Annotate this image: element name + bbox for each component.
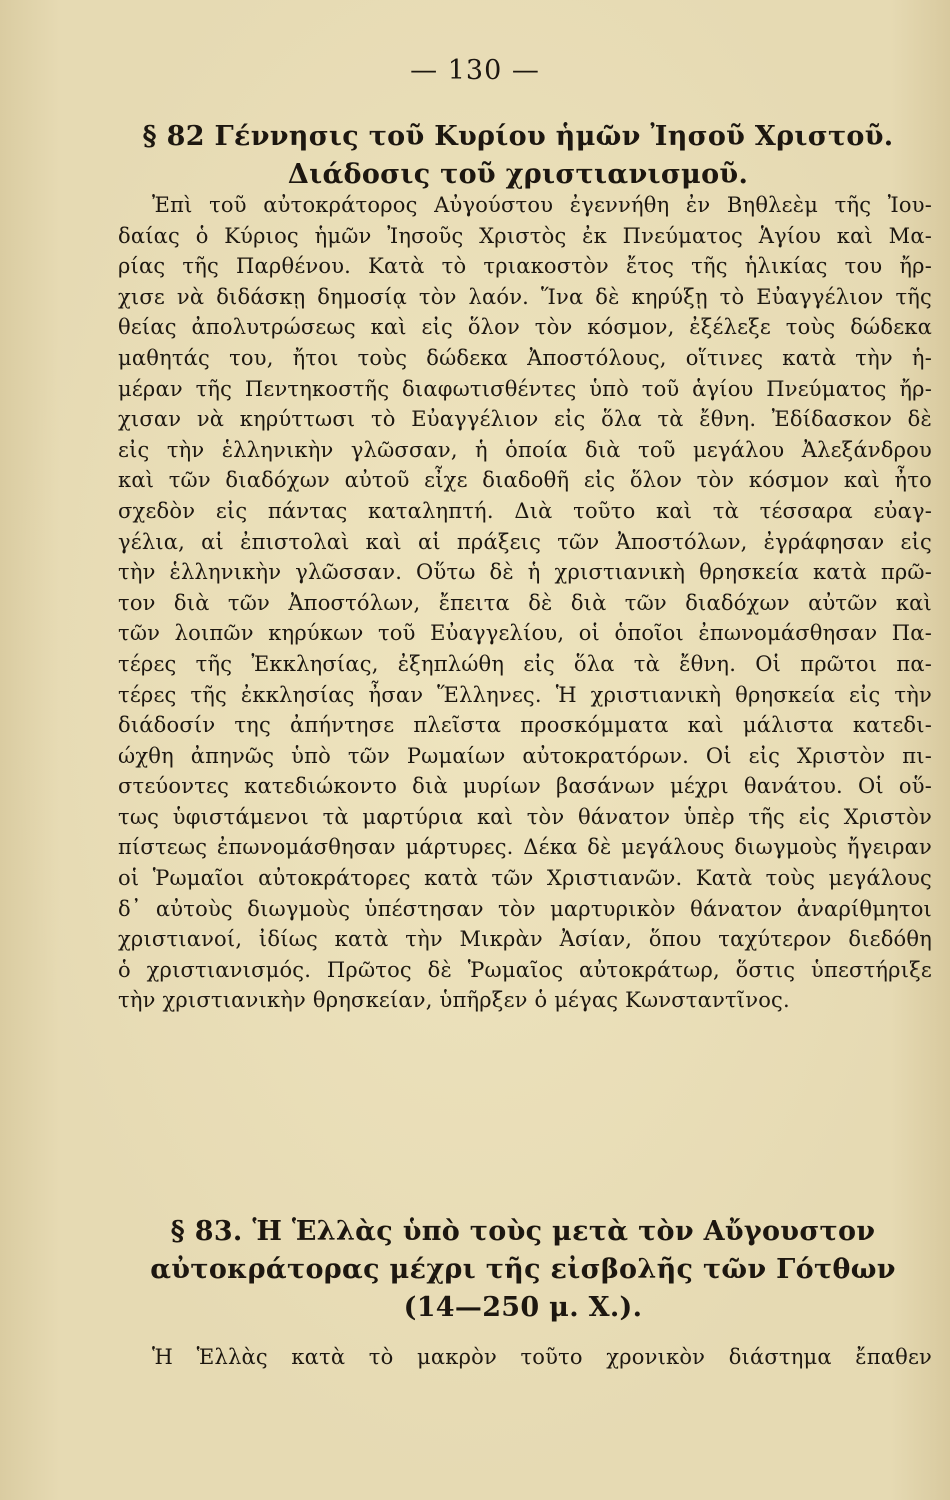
section-83-paragraph (118, 1342, 932, 1373)
section-82-heading (118, 118, 918, 194)
text-line: τὴν ἑλληνικὴν γλῶσσαν. Οὕτω δὲ ἡ χριστιανικὴ θρησκεία κατὰ πρῶ- (118, 560, 932, 585)
text-line: τῶν λοιπῶν κηρύκων τοῦ Εὐαγγελίου, οἱ ὁποῖοι ἐπωνομάσθησαν Πα- (118, 621, 932, 646)
text-line: ὁ χριστιανισμός. Πρῶτος δὲ Ῥωμαῖος αὐτοκράτωρ, ὅστις ὑπεστήριξε (118, 957, 932, 982)
heading-line: Διάδοσις τοῦ χριστιανισμοῦ. (287, 159, 749, 190)
text-line: τέρες τῆς Ἐκκλησίας, ἐξηπλώθη εἰς ὅλα τὰ ἔθνη. Οἱ πρῶτοι πα- (118, 651, 932, 676)
section-83-heading (118, 1213, 928, 1327)
section-82-paragraph (118, 190, 932, 1016)
text-line: τον διὰ τῶν Ἀποστόλων, ἔπειτα δὲ διὰ τῶν διαδόχων αὐτῶν καὶ (118, 590, 932, 615)
text-line: χισε νὰ διδάσκῃ δημοσίᾳ τὸν λαόν. Ἵνα δὲ κηρύξῃ τὸ Εὐαγγέλιον τῆς (118, 284, 932, 309)
text-line: δαίας ὁ Κύριος ἡμῶν Ἰησοῦς Χριστὸς ἐκ Πνεύματος Ἁγίου καὶ Μα- (118, 223, 932, 248)
text-line: δ᾽ αὐτοὺς διωγμοὺς ὑπέστησαν τὸν μαρτυρικὸν θάνατον ἀναρίθμητοι (118, 896, 932, 921)
text-line: χισαν νὰ κηρύττωσι τὸ Εὐαγγέλιον εἰς ὅλα τὰ ἔθνη. Ἐδίδασκον δὲ (118, 407, 932, 432)
text-line: καὶ τῶν διαδόχων αὐτοῦ εἶχε διαδοθῆ εἰς ὅλον τὸν κόσμον καὶ ἦτο (118, 468, 932, 493)
text-line: οἱ Ῥωμαῖοι αὐτοκράτορες κατὰ τῶν Χριστιανῶν. Κατὰ τοὺς μεγάλους (118, 866, 932, 891)
text-line: διάδοσίν της ἀπήντησε πλεῖστα προσκόμματα καὶ μάλιστα κατεδι- (118, 713, 932, 738)
text-line: μέραν τῆς Πεντηκοστῆς διαφωτισθέντες ὑπὸ τοῦ ἁγίου Πνεύματος ἤρ- (118, 376, 932, 401)
page-number: — 130 — (410, 55, 540, 86)
text-line: γέλια, αἱ ἐπιστολαὶ καὶ αἱ πράξεις τῶν Ἀποστόλων, ἐγράφησαν εἰς (118, 529, 932, 554)
heading-line: (14—250 μ. Χ.). (403, 1292, 643, 1323)
text-line: εἰς τὴν ἑλληνικὴν γλῶσσαν, ἡ ὁποία διὰ τοῦ μεγάλου Ἀλεξάνδρου (118, 437, 932, 462)
text-line: στεύοντες κατεδιώκοντο διὰ μυρίων βασάνων μέχρι θανάτου. Οἱ οὕ- (118, 774, 932, 799)
text-line: Ἐπὶ τοῦ αὐτοκράτορος Αὐγούστου ἐγεννήθη ἐν Βηθλεὲμ τῆς Ἰου- (152, 193, 932, 217)
text-line: σχεδὸν εἰς πάντας καταληπτή. Διὰ τοῦτο καὶ τὰ τέσσαρα εὐαγ- (118, 498, 932, 523)
text-line: ώχθη ἀπηνῶς ὑπὸ τῶν Ρωμαίων αὐτοκρατόρων. Οἱ εἰς Χριστὸν πι- (118, 743, 932, 768)
heading-line: § 82 Γέννησις τοῦ Κυρίου ἡμῶν Ἰησοῦ Χριστοῦ. (142, 121, 894, 152)
text-line: ρίας τῆς Παρθένου. Κατὰ τὸ τριακοστὸν ἔτος τῆς ἡλικίας του ἤρ- (118, 254, 932, 279)
heading-line: § 83. Ἡ Ἑλλὰς ὑπὸ τοὺς μετὰ τὸν Αὔγουστον (170, 1216, 876, 1247)
text-line: πίστεως ἐπωνομάσθησαν μάρτυρες. Δέκα δὲ μεγάλους διωγμοὺς ἤγειραν (118, 835, 932, 860)
text-line: θείας ἀπολυτρώσεως καὶ εἰς ὅλον τὸν κόσμον, ἐξέλεξε τοὺς δώδεκα (118, 315, 932, 340)
text-line: Ἡ Ἑλλὰς κατὰ τὸ μακρὸν τοῦτο χρονικὸν διάστημα ἔπαθεν (152, 1345, 932, 1369)
text-line: μαθητάς του, ἤτοι τοὺς δώδεκα Ἀποστόλους, οἵτινες κατὰ τὴν ἡ- (118, 345, 932, 370)
text-line: χριστιανοί, ἰδίως κατὰ τὴν Μικρὰν Ἀσίαν, ὅπου ταχύτερον διεδόθη (118, 927, 932, 952)
heading-line: αὐτοκράτορας μέχρι τῆς εἰσβολῆς τῶν Γότθων (150, 1254, 896, 1285)
text-line: τέρες τῆς ἐκκλησίας ἦσαν Ἕλληνες. Ἡ χριστιανικὴ θρησκεία εἰς τὴν (118, 682, 932, 707)
text-line: τως ὑφιστάμενοι τὰ μαρτύρια καὶ τὸν θάνατον ὑπὲρ τῆς εἰς Χριστὸν (118, 804, 932, 829)
text-line: τὴν χριστιανικὴν θρησκείαν, ὑπῆρξεν ὁ μέγας Κωνσταντῖνος. (118, 988, 790, 1013)
